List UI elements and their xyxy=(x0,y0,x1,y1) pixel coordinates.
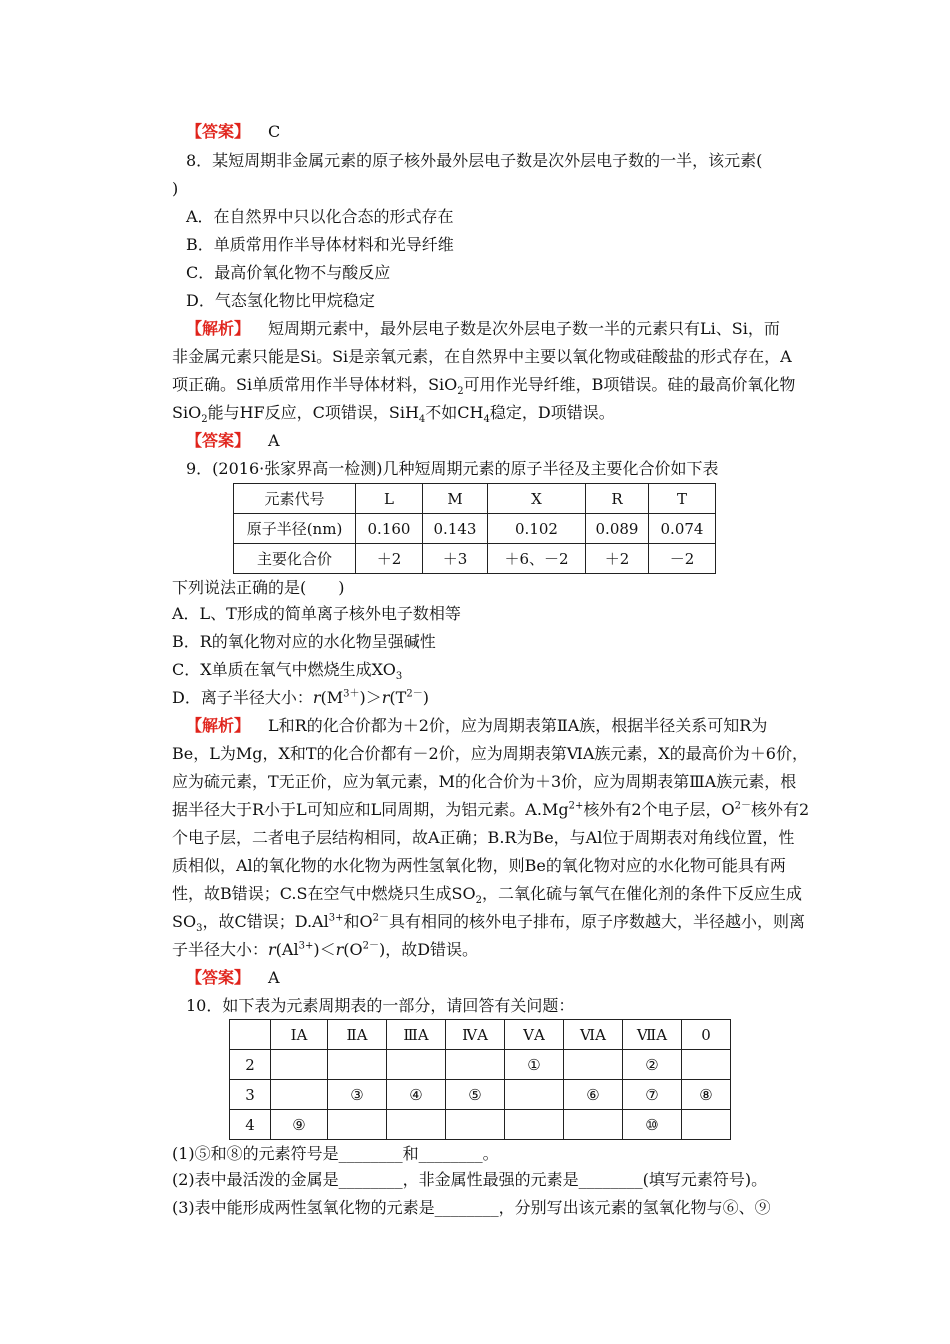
answer-line-q9 xyxy=(186,964,280,992)
table-cell: ⑦ xyxy=(623,1080,682,1110)
q8-stem: 8．某短周期非金属元素的原子核外最外层电子数是次外层电子数的一半，该元素( xyxy=(186,151,763,170)
radius-symbol: r xyxy=(335,940,344,959)
answer-value: C xyxy=(268,122,281,141)
text: C．X单质在氧气中燃烧生成XO xyxy=(172,660,396,679)
q8-option-c: C．最高价氧化物不与酸反应 xyxy=(186,263,391,282)
q9-option-d xyxy=(172,684,429,712)
q8-option-b: B．单质常用作半导体材料和光导纤维 xyxy=(186,235,454,254)
table-cell: ＋2 xyxy=(586,544,649,574)
subscript: 2 xyxy=(457,386,464,398)
q10-subquestion-1: (1)⑤和⑧的元素符号是________和________。 xyxy=(172,1144,499,1163)
table-cell xyxy=(387,1050,446,1080)
q9-option-c xyxy=(172,656,402,684)
q10-periodic-table xyxy=(229,1019,731,1140)
text: 子半径大小： xyxy=(172,940,269,959)
text: )＞ xyxy=(359,688,382,707)
q9-analysis-line xyxy=(172,908,805,936)
text: SO xyxy=(172,912,197,931)
q10-subquestion-3: (3)表中能形成两性氢氧化物的元素是________，分别写出该元素的氢氧化物与⑥、⑨ xyxy=(172,1198,771,1217)
q9-table xyxy=(233,483,716,574)
table-cell: 主要化合价 xyxy=(234,544,356,574)
table-cell: ⑥ xyxy=(564,1080,623,1110)
radius-symbol: r xyxy=(381,688,390,707)
table-cell: ① xyxy=(505,1050,564,1080)
text: 能与HF反应，C项错误，SiH xyxy=(207,403,419,422)
table-cell: ④ xyxy=(387,1080,446,1110)
table-cell: ⑧ xyxy=(682,1080,731,1110)
q9-analysis-line: 应为硫元素，T无正价，应为氧元素，M的化合价为＋3价，应为周期表第ⅢA族元素，根 xyxy=(172,772,797,791)
q9-prompt: 下列说法正确的是( ) xyxy=(172,578,345,597)
table-cell: ＋2 xyxy=(356,544,423,574)
subscript: 2 xyxy=(475,895,482,907)
table-cell: 0.143 xyxy=(423,514,488,544)
text: ，故C错误；D.Al xyxy=(202,912,329,931)
q8-option-d: D．气态氢化物比甲烷稳定 xyxy=(186,291,375,310)
q10-stem: 10．如下表为元素周期表的一部分，请回答有关问题： xyxy=(186,996,575,1015)
table-cell: ⅦA xyxy=(623,1020,682,1050)
text: (O xyxy=(343,940,363,959)
subscript: 4 xyxy=(483,414,490,426)
q9-analysis-line xyxy=(172,796,809,824)
table-cell: M xyxy=(423,484,488,514)
q9-analysis-line xyxy=(172,936,478,964)
table-cell xyxy=(446,1110,505,1140)
table-cell xyxy=(271,1050,328,1080)
superscript: 3＋ xyxy=(343,688,360,700)
table-row xyxy=(230,1050,731,1080)
text: (Al xyxy=(275,940,299,959)
table-header-row xyxy=(230,1020,731,1050)
table-cell: ⑨ xyxy=(271,1110,328,1140)
table-cell xyxy=(271,1080,328,1110)
text: (T xyxy=(389,688,407,707)
q9-analysis-line: 质相似，Al的氧化物的水化物为两性氢氧化物，则Be的氧化物对应的水化物可能具有两 xyxy=(172,856,786,875)
q9-stem: 9．(2016·张家界高一检测)几种短周期元素的原子半径及主要化合价如下表 xyxy=(186,459,719,478)
table-cell: ＋6、－2 xyxy=(488,544,586,574)
answer-value: A xyxy=(268,968,280,987)
table-cell xyxy=(505,1110,564,1140)
radius-symbol: r xyxy=(312,688,321,707)
superscript: 3+ xyxy=(328,912,344,924)
text: )，故D错误。 xyxy=(378,940,479,959)
table-row xyxy=(234,544,716,574)
table-cell xyxy=(328,1110,387,1140)
superscript: 2－ xyxy=(734,800,752,812)
text: ) xyxy=(422,688,429,707)
table-row xyxy=(230,1080,731,1110)
q9-analysis-line xyxy=(186,712,767,740)
text: 稳定，D项错误。 xyxy=(489,403,615,422)
table-cell xyxy=(564,1110,623,1140)
q8-analysis-line xyxy=(186,315,780,343)
q9-option-b: B．R的氧化物对应的水化物呈强碱性 xyxy=(172,632,436,651)
text: 核外有2 xyxy=(751,800,810,819)
answer-value: A xyxy=(268,431,280,450)
q8-analysis-line: 非金属元素只能是Si。Si是亲氧元素，在自然界中主要以氧化物或硅酸盐的形式存在，A xyxy=(172,347,792,366)
subscript: 3 xyxy=(395,671,403,683)
analysis-text: 短周期元素中，最外层电子数是次外层电子数一半的元素只有Li、Si，而 xyxy=(268,319,780,338)
answer-line-q7 xyxy=(186,118,280,146)
subscript: 2 xyxy=(201,414,208,426)
table-cell: 0.102 xyxy=(488,514,586,544)
superscript: 2－ xyxy=(362,940,379,952)
text: )＜ xyxy=(313,940,336,959)
table-row xyxy=(234,514,716,544)
table-cell: ⅠA xyxy=(271,1020,328,1050)
table-row xyxy=(230,1110,731,1140)
text: (M xyxy=(320,688,344,707)
table-cell: 0.089 xyxy=(586,514,649,544)
subscript: 4 xyxy=(418,414,426,426)
table-cell: ⅤA xyxy=(505,1020,564,1050)
table-cell xyxy=(682,1110,731,1140)
table-cell: ⅥA xyxy=(564,1020,623,1050)
table-cell: ⑤ xyxy=(446,1080,505,1110)
text: 可用作光导纤维，B项错误。硅的最高价氧化物 xyxy=(463,375,796,394)
q9-analysis-line xyxy=(172,880,802,908)
table-cell: R xyxy=(586,484,649,514)
table-cell: T xyxy=(649,484,716,514)
table-cell xyxy=(230,1020,271,1050)
table-cell: 0.160 xyxy=(356,514,423,544)
analysis-text: L和R的化合价都为＋2价，应为周期表第ⅡA族，根据半径关系可知R为 xyxy=(268,716,768,735)
table-cell xyxy=(682,1050,731,1080)
text: D．离子半径大小： xyxy=(172,688,313,707)
text: 核外有2个电子层，O xyxy=(583,800,735,819)
superscript: 3+ xyxy=(298,940,314,952)
table-cell: 0.074 xyxy=(649,514,716,544)
superscript: 2－ xyxy=(372,912,389,924)
table-cell: ② xyxy=(623,1050,682,1080)
answer-tag: 【答案】 xyxy=(186,431,251,450)
analysis-tag: 【解析】 xyxy=(186,716,251,735)
text: 项正确。Si单质常用作半导体材料，SiO xyxy=(172,375,458,394)
table-cell: ⅢA xyxy=(387,1020,446,1050)
answer-tag: 【答案】 xyxy=(186,968,251,987)
superscript: 2+ xyxy=(568,800,584,812)
table-cell xyxy=(564,1050,623,1080)
table-cell xyxy=(387,1110,446,1140)
q9-option-a: A．L、T形成的简单离子核外电子数相等 xyxy=(172,604,461,623)
radius-symbol: r xyxy=(268,940,276,959)
table-cell: ⅡA xyxy=(328,1020,387,1050)
table-cell: X xyxy=(488,484,586,514)
table-cell: ⑩ xyxy=(623,1110,682,1140)
text: SiO xyxy=(172,403,202,422)
q9-analysis-line: 个电子层，二者电子层结构相同，故A正确；B.R为Be，与Al位于周期表对角线位置，性 xyxy=(172,828,795,847)
table-cell xyxy=(505,1080,564,1110)
table-cell: ⅣA xyxy=(446,1020,505,1050)
table-cell: 4 xyxy=(230,1110,271,1140)
answer-line-q8 xyxy=(186,427,280,455)
text: 据半径大于R小于L可知应和L同周期，为铝元素。A.Mg xyxy=(172,800,569,819)
text: 性，故B错误；C.S在空气中燃烧只生成SO xyxy=(172,884,476,903)
table-cell: 元素代号 xyxy=(234,484,356,514)
superscript: 2－ xyxy=(406,688,423,700)
table-cell: ③ xyxy=(328,1080,387,1110)
table-cell: 3 xyxy=(230,1080,271,1110)
table-cell: 0 xyxy=(682,1020,731,1050)
analysis-tag: 【解析】 xyxy=(186,319,251,338)
table-cell xyxy=(328,1050,387,1080)
table-cell xyxy=(446,1050,505,1080)
table-cell: L xyxy=(356,484,423,514)
text: ，二氧化硫与氧气在催化剂的条件下反应生成 xyxy=(481,884,802,903)
q9-analysis-line: Be，L为Mg，X和T的化合价都有－2价，应为周期表第ⅥA族元素，X的最高价为＋6价， xyxy=(172,744,808,763)
q8-option-a: A．在自然界中只以化合态的形式存在 xyxy=(186,207,454,226)
q8-stem-end: ) xyxy=(172,179,179,198)
table-cell: －2 xyxy=(649,544,716,574)
q8-analysis-line xyxy=(172,371,795,399)
q10-subquestion-2: (2)表中最活泼的金属是________，非金属性最强的元素是________(填写元素符号)。 xyxy=(172,1170,768,1189)
table-cell: 2 xyxy=(230,1050,271,1080)
table-cell: ＋3 xyxy=(423,544,488,574)
answer-tag: 【答案】 xyxy=(186,122,251,141)
text: 不如CH xyxy=(425,403,484,422)
subscript: 3 xyxy=(196,923,203,935)
q8-analysis-line xyxy=(172,399,615,427)
table-header-row xyxy=(234,484,716,514)
table-cell: 原子半径(nm) xyxy=(234,514,356,544)
text: 和O xyxy=(343,912,373,931)
text: 具有相同的核外电子排布，原子序数越大，半径越小，则离 xyxy=(388,912,805,931)
